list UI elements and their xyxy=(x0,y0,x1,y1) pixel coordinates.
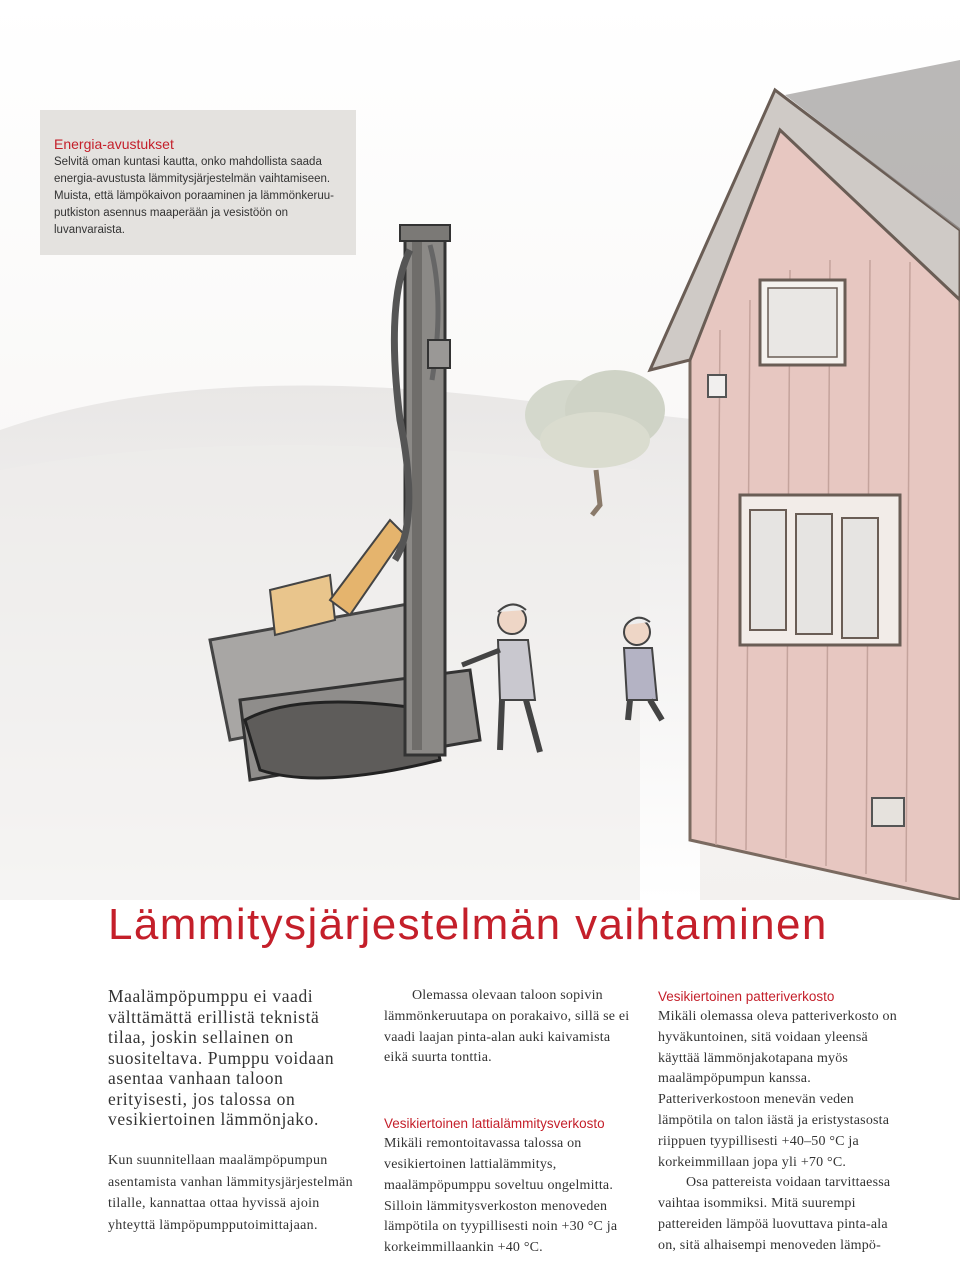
column3-body2: Osa pattereista voidaan tarvittaessa vaihtaa isommiksi. Mitä suurempi pattereiden lämpöä luovuttava pinta-ala on, sitä alhaisempi menoveden lämpö- xyxy=(658,1175,891,1253)
info-box xyxy=(40,110,356,255)
column-2 xyxy=(384,986,634,1259)
info-box-title: Energia-avustukset xyxy=(54,136,174,152)
info-box-line: putkiston asennus maaperään ja vesistöön on luvanvaraista. xyxy=(54,207,288,236)
column2-body: Mikäli remontoitavassa talossa on vesikiertoinen lattialämmitys, maalämpöpumppu soveltuu ongelmitta. Silloin lämmitysverkoston menoveden lämpötila on tyypillisesti noin +30 °C ja korkeimmillaankin +40 °C. xyxy=(384,1136,618,1256)
column1-body: Kun suunnitellaan maalämpöpumpun asentamista vanhan lämmitysjärjestelmän tilalle, kannattaa ottaa hyvissä ajoin yhteyttä lämpöpumpputoimittajaan. xyxy=(108,1153,353,1233)
info-box-line: Selvitä oman kuntasi kautta, onko mahdollista saada xyxy=(54,156,322,168)
column3-heading: Vesikiertoinen patteriverkosto xyxy=(658,989,835,1004)
column2-intro: Olemassa olevaan taloon sopivin lämmönkeruutapa on porakaivo, sillä se ei vaadi laajan pinta-alan auki kaivamista eikä suurta tonttia. xyxy=(384,988,630,1066)
column2-heading: Vesikiertoinen lattialämmitysverkosto xyxy=(384,1116,605,1132)
column-3 xyxy=(658,986,908,1257)
info-box-line: energia-avustusta lämmitysjärjestelmän vaihtamiseen. xyxy=(54,173,331,185)
info-box-line: Muista, että lämpökaivon poraaminen ja lämmönkeruu- xyxy=(54,190,334,202)
lead-paragraph: Maalämpöpumppu ei vaadi välttämättä erillistä teknistä tilaa, joskin sellainen on suositeltava. Pumppu voidaan asentaa vanhaan taloon erityisesti, jos talossa on vesikiertoinen lämmönjako. xyxy=(108,986,335,1129)
info-box-text xyxy=(54,154,344,239)
column3-body: Mikäli olemassa oleva patteriverkosto on hyväkuntoinen, sitä voidaan yleensä käyttää lämmönjakotapana myös maalämpöpumpun kanssa. Patteriverkostoon menevän veden lämpötila on talon iästä ja eristystasosta riippuen tyypillisesti +40–50 °C ja korkeimmillaan jopa yli +70 °C. xyxy=(658,1009,897,1170)
page-title: Lämmitysjärjestelmän vaihtaminen xyxy=(108,900,828,949)
